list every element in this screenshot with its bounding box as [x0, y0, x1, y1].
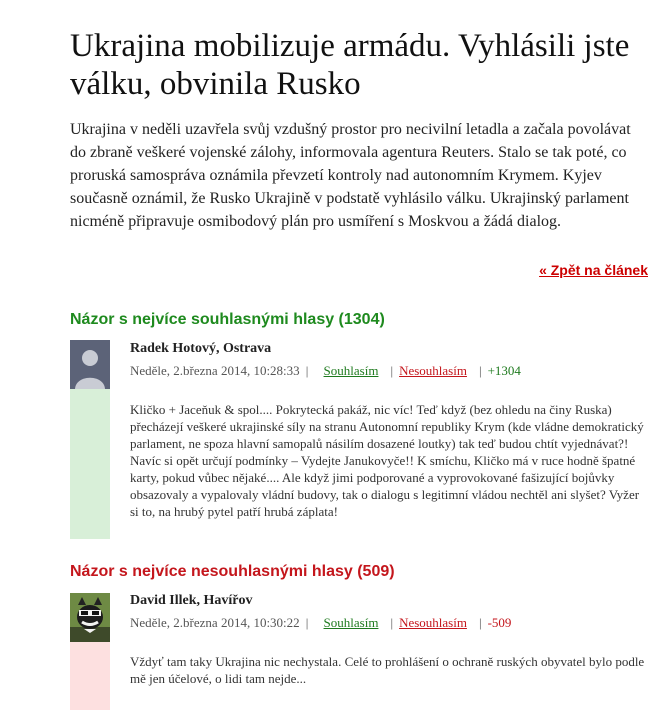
top-disagreed-heading: Názor s nejvíce nesouhlasnými hlasy (509) — [70, 563, 395, 580]
agree-strip — [70, 389, 110, 539]
comment-text: Vždyť tam taky Ukrajina nic nechystala. Celé to prohlášení o ochraně ruských obyvatel bylo podle mě jen účelové, o lidi tam nejde... — [130, 654, 645, 686]
default-user-icon — [70, 340, 110, 389]
agree-button[interactable]: Souhlasím — [323, 615, 379, 630]
comment-meta: Neděle, 2.března 2014, 10:30:22 | Souhlasím | Nesouhlasím | -509 — [130, 615, 512, 630]
comment-author: Radek Hotový, Ostrava — [130, 341, 272, 356]
disagree-button[interactable]: Nesouhlasím — [399, 615, 467, 630]
avatar — [70, 593, 110, 642]
comment-meta: Neděle, 2.března 2014, 10:28:33 | Souhlasím | Nesouhlasím | +1304 — [130, 363, 521, 378]
comment-date: Neděle, 2.března 2014, 10:28:33 — [130, 363, 300, 378]
agree-button[interactable]: Souhlasím — [323, 363, 379, 378]
avatar — [70, 340, 110, 389]
comment-text: Kličko + Jaceňuk & spol.... Pokrytecká pakáž, nic víc! Teď když (bez ohledu na činy Ruska) přecházejí veškeré ukrajinské síly na stranu Autonomní republiky Krym (kde vládne demokratický parlament, ne spoza hlavní samopalů násilím dosazené loutky) tak teď budou chtít vyjednávat?! Navíc si opět určují podmínky – Vydejte Janukovyče!! K smíchu, Kličko má v ruce hodně špatné karty, pokud vůbec nějaké.... Ale když jimi podporované a vyprovokované fašizující bojůvky obsazovaly a vypalovaly vládní budovy, tak o dialogu s legitimní vládou nechtěl ani slyšet? Vyžer si to, na hrubý pytel patří hrubá záplata! — [130, 402, 644, 519]
comment-author: David Illek, Havířov — [130, 593, 253, 608]
cat-avatar-icon — [70, 593, 110, 642]
top-agreed-heading: Názor s nejvíce souhlasnými hlasy (1304) — [70, 311, 385, 328]
article-title: Ukrajina mobilizuje armádu. Vyhlásili jste válku, obvinila Rusko — [70, 28, 630, 102]
comment-score: +1304 — [487, 363, 521, 378]
back-to-article-link[interactable]: « Zpět na článek — [539, 262, 648, 278]
article-perex: Ukrajina v neděli uzavřela svůj vzdušný prostor pro necivilní letadla a začala povolávat do zbraně veškeré vojenské zálohy, informovala agentura Reuters. Stalo se tak poté, co proruská samospráva oznámila převzetí kontroly nad autonomním Krymem. Kyjev současně oznámil, že Rusko Ukrajině v podstatě vyhlásilo válku. Ukrajinský parlament nicméně připravuje osmibodový plán pro usmíření s Moskvou a žádá dialog. — [70, 121, 631, 230]
comment-date: Neděle, 2.března 2014, 10:30:22 — [130, 615, 300, 630]
disagree-button[interactable]: Nesouhlasím — [399, 363, 467, 378]
disagree-strip — [70, 642, 110, 710]
comment-score: -509 — [487, 615, 512, 630]
